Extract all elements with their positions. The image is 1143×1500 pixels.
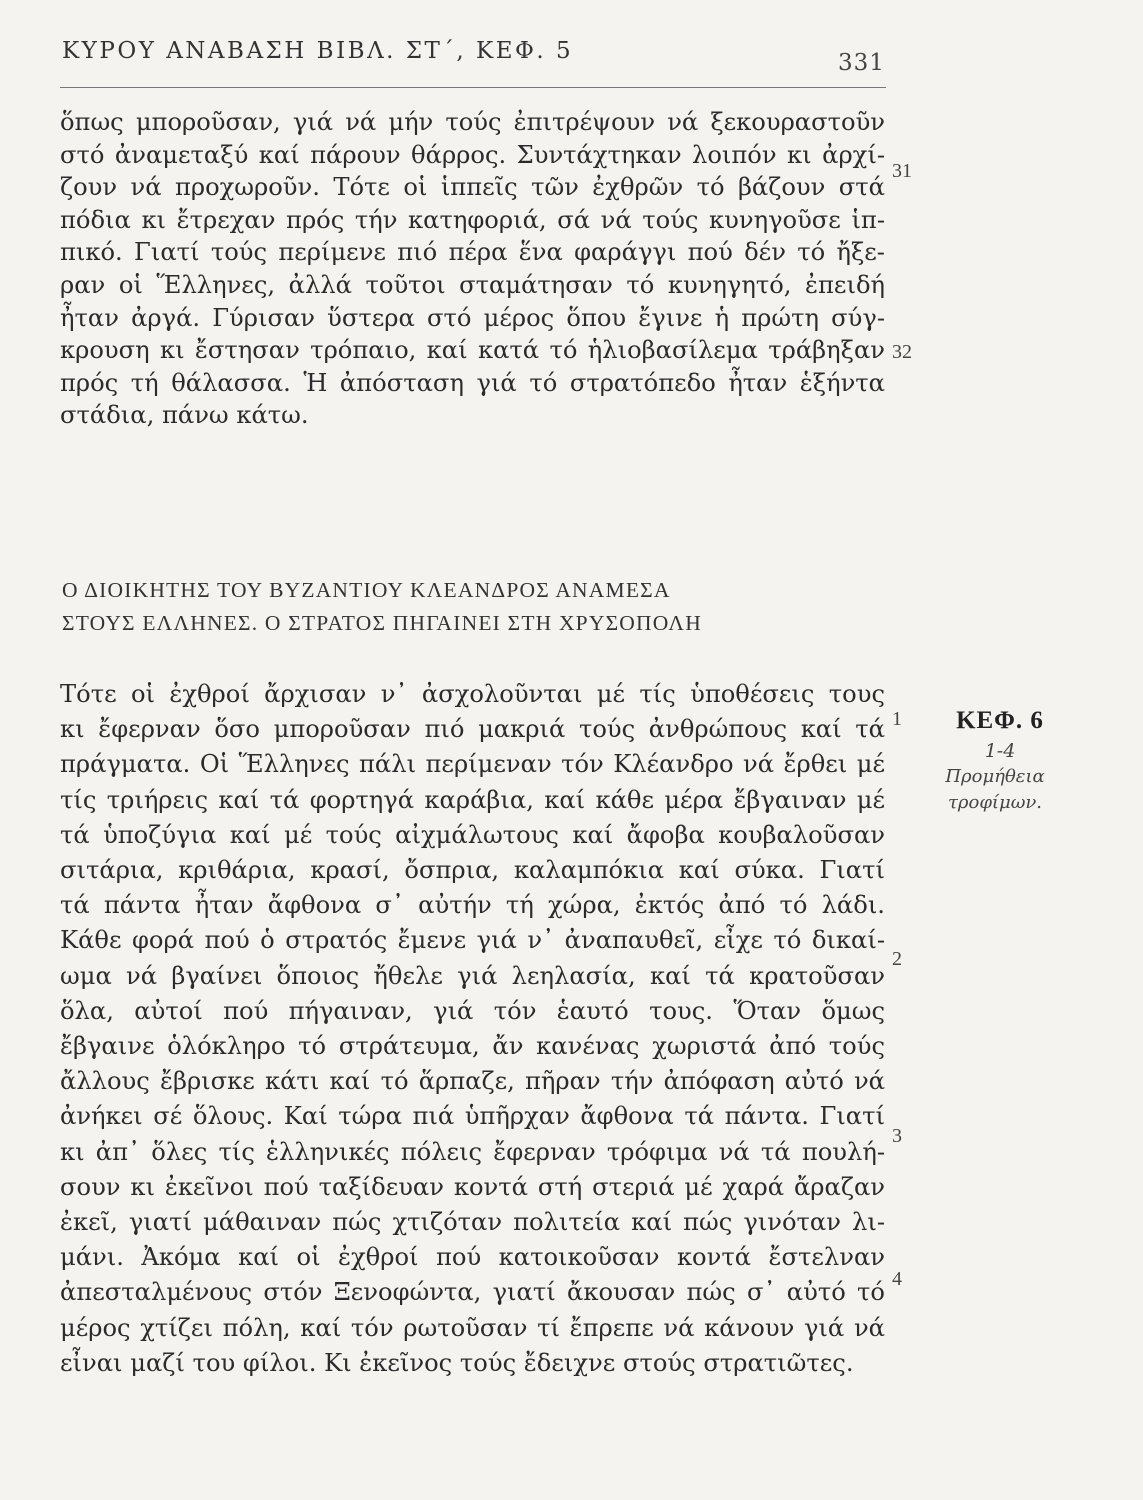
text-line: ὅπως μποροῦσαν, γιά νά μήν τούς ἐπιτρέψουν νά ξεκουραστοῦν [60, 108, 885, 136]
section-heading [62, 574, 892, 640]
text-line: μέρος χτίζει πόλη, καί τόν ρωτοῦσαν τί ἔπρεπε νά κάνουν γιά νά [60, 1313, 885, 1342]
chapter-range: 1-4 [984, 740, 1016, 762]
text-line: ὅλα, αὐτοί πού πήγαιναν, γιά τόν ἑαυτό τους. Ὅταν ὅμως [60, 996, 885, 1025]
chapter-subject-line: Προμήθεια [945, 766, 1045, 787]
text-line: σιτάρια, κριθάρια, κρασί, ὄσπρια, καλαμπόκια καί σύκα. Γιατί [60, 856, 885, 884]
margin-number: 1 [892, 708, 902, 730]
text-line: κρουση κι ἔστησαν τρόπαιο, καί κατά τό ἡλιοβασίλεμα τράβηξαν [60, 336, 885, 365]
chapter-label: ΚΕΦ. 6 [956, 707, 1044, 734]
text-line: Τότε οἱ ἐχθροί ἄρχισαν ν᾽ ἀσχολοῦνται μέ τίς ὑποθέσεις τους [60, 680, 885, 708]
text-line: τίς τριήρεις καί τά φορτηγά καράβια, καί κάθε μέρα ἔβγαιναν μέ [60, 785, 885, 814]
text-line: ωμα νά βγαίνει ὅποιος ἤθελε γιά λεηλασία, καί τά κρατοῦσαν [60, 961, 885, 990]
chapter-subject [925, 764, 1065, 816]
page-number: 331 [838, 50, 885, 76]
margin-number: 32 [892, 341, 912, 363]
text-line: κι ἔφερναν ὅσο μποροῦσαν πιό μακριά τούς ἀνθρώπους καί τά [60, 715, 885, 744]
text-line: στό ἀναμεταξύ καί πάρουν θάρρος. Συντάχτηκαν λοιπόν κι ἀρχί- [60, 140, 885, 169]
text-line: ζουν νά προχωροῦν. Τότε οἱ ἱππεῖς τῶν ἐχθρῶν τό βάζουν στά [60, 173, 885, 202]
text-line: πικό. Γιατί τούς περίμενε πιό πέρα ἕνα φαράγγι πού δέν τό ἤξε- [60, 238, 885, 267]
margin-number: 31 [892, 160, 912, 182]
text-line: πόδια κι ἔτρεχαν πρός τήν κατηφοριά, σά νά τούς κυνηγοῦσε ἱπ- [60, 205, 885, 234]
header-rule [60, 87, 886, 88]
text-line: ἄλλους ἔβρισκε κάτι καί τό ἅρπαζε, πῆραν τήν ἀπόφαση αὐτό νά [60, 1067, 885, 1096]
text-line: στάδια, πάνω κάτω. [60, 401, 309, 430]
text-line: ἐκεῖ, γιατί μάθαιναν πώς χτιζόταν πολιτεία καί πώς γινόταν λι- [60, 1208, 885, 1236]
text-line: ἀπεσταλμένους στόν Ξενοφώντα, γιατί ἄκουσαν πώς σ᾽ αὐτό τό [60, 1278, 885, 1307]
text-line: κι ἀπ᾽ ὅλες τίς ἑλληνικές πόλεις ἔφερναν τρόφιμα νά τά πουλή- [60, 1137, 885, 1166]
text-line: ἀνήκει σέ ὅλους. Καί τώρα πιά ὑπῆρχαν ἄφθονα τά πάντα. Γιατί [60, 1102, 885, 1131]
text-line: εἶναι μαζί του φίλοι. Κι ἐκεῖνος τούς ἔδειχνε στούς στρατιῶτες. [60, 1348, 854, 1377]
text-line: πράγματα. Οἱ Ἕλληνες πάλι περίμεναν τόν Κλέανδρο νά ἔρθει μέ [60, 750, 885, 779]
text-line: μάνι. Ἀκόμα καί οἱ ἐχθροί πού κατοικοῦσαν κοντά ἔστελναν [60, 1243, 885, 1272]
text-line: σουν κι ἐκεῖνοι πού ταξίδευαν κοντά στή στεριά μέ χαρά ἄραζαν [60, 1172, 885, 1201]
chapter-subject-line: τροφίμων. [947, 792, 1043, 813]
text-line: τά ὑποζύγια καί μέ τούς αἰχμάλωτους καί ἄφοβα κουβαλοῦσαν [60, 820, 885, 849]
text-line: πρός τή θάλασσα. Ἡ ἀπόσταση γιά τό στρατόπεδο ἦταν ἑξήντα [60, 368, 885, 397]
section-heading-line: Ο ΔΙΟΙΚΗΤΗΣ ΤΟΥ ΒΥΖΑΝΤΙΟΥ ΚΛΕΑΝΔΡΟΣ ΑΝΑΜΕΣΑ [62, 578, 671, 602]
margin-number: 2 [892, 948, 902, 970]
text-line: ραν οἱ Ἕλληνες, ἀλλά τοῦτοι σταμάτησαν τό κυνηγητό, ἐπειδή [60, 271, 885, 299]
text-line: ἔβγαινε ὁλόκληρο τό στράτευμα, ἄν κανένας χωριστά ἀπό τούς [60, 1032, 885, 1060]
running-header-title: ΚΥΡΟΥ ΑΝΑΒΑΣΗ ΒΙΒΛ. ΣΤ΄, ΚΕΦ. 5 [62, 38, 574, 64]
margin-number: 4 [892, 1268, 902, 1290]
margin-number: 3 [892, 1125, 902, 1147]
text-line: Κάθε φορά πού ὁ στρατός ἔμενε γιά ν᾽ ἀναπαυθεῖ, εἶχε τό δικαί- [60, 926, 885, 955]
text-line: ἦταν ἀργά. Γύρισαν ὕστερα στό μέρος ὅπου ἔγινε ἡ πρώτη σύγ- [60, 303, 885, 332]
section-heading-line: ΣΤΟΥΣ ΕΛΛΗΝΕΣ. Ο ΣΤΡΑΤΟΣ ΠΗΓΑΙΝΕΙ ΣΤΗ ΧΡΥΣΟΠΟΛΗ [62, 611, 702, 635]
text-line: τά πάντα ἦταν ἄφθονα σ᾽ αὐτήν τή χώρα, ἐκτός ἀπό τό λάδι. [60, 891, 885, 920]
